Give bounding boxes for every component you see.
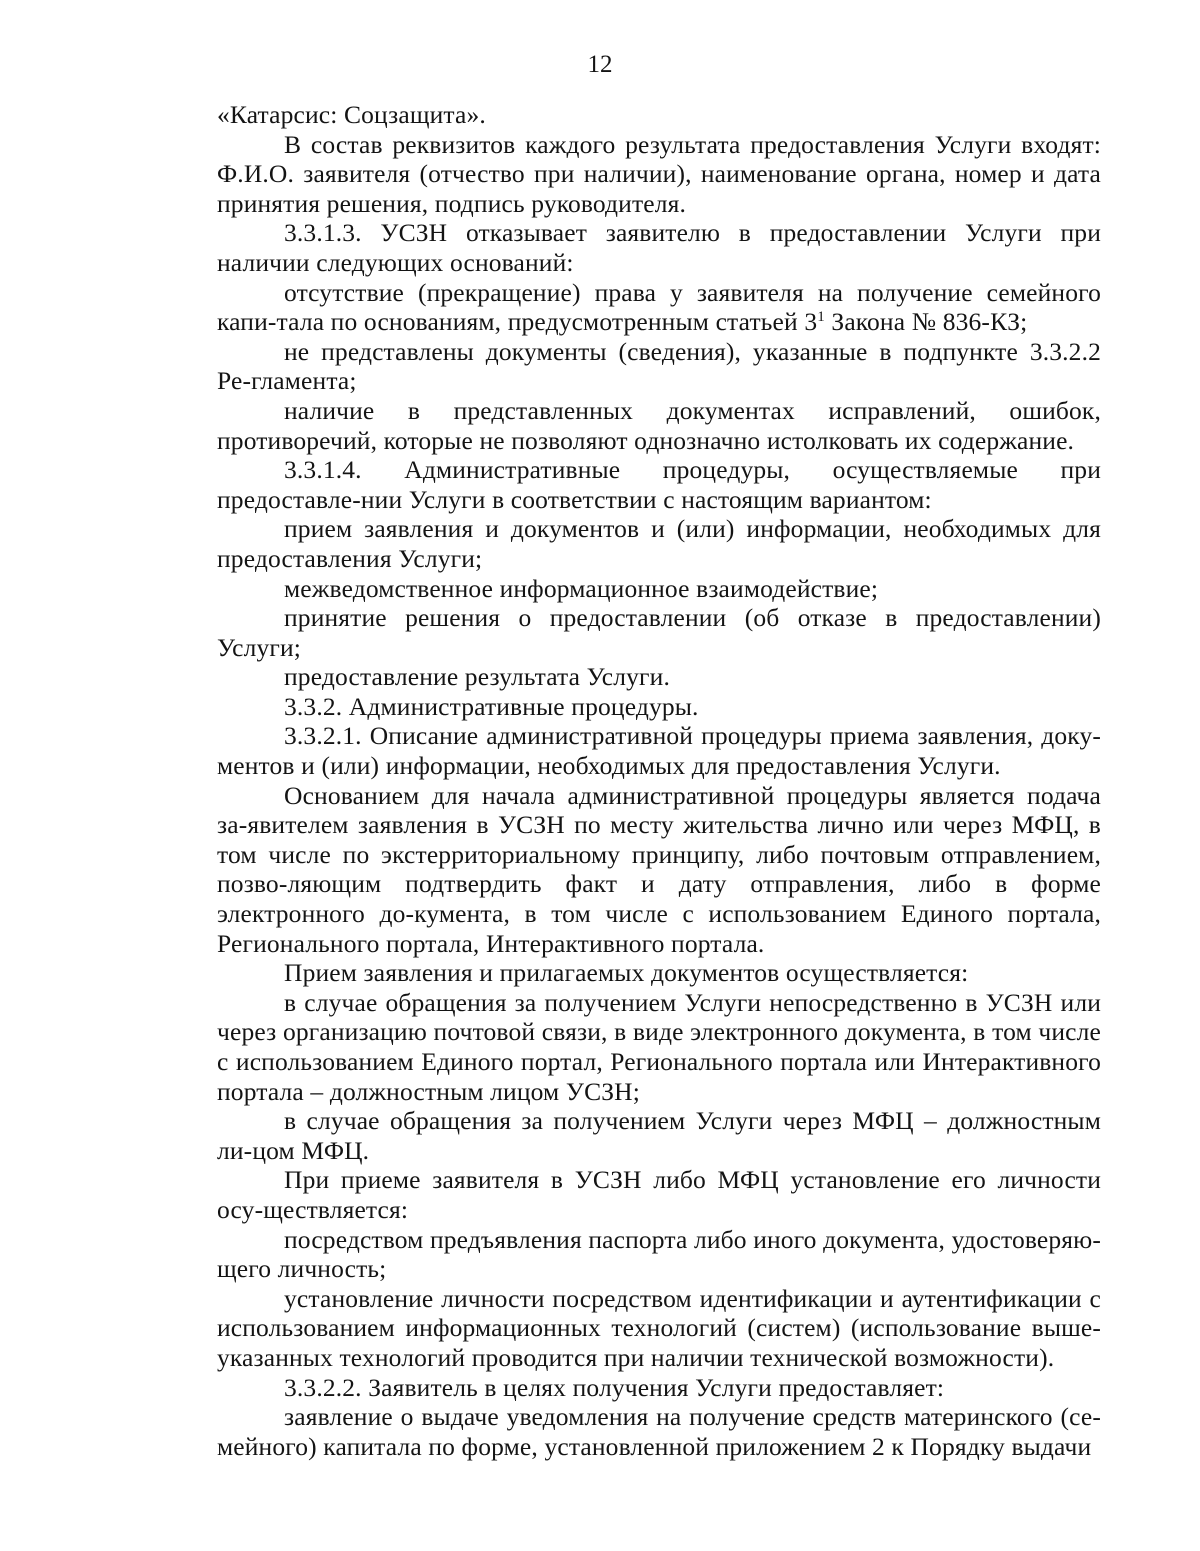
paragraph: 3.3.2.1. Описание административной процедуры приема заявления, доку-ментов и (или) информации, необходимых для предоставления Услуги. <box>217 721 1101 781</box>
paragraph: установление личности посредством идентификации и аутентификации с использованием информационных технологий (систем) (использование выше-указанных технологий проводится при наличии технической возможности). <box>217 1283 1101 1372</box>
paragraph: «Катарсис: Соцзащита». <box>217 100 486 129</box>
paragraph: 3.3.2.2. Заявитель в целях получения Услуги предоставляет: <box>284 1372 945 1402</box>
paragraph: При приеме заявителя в УСЗН либо МФЦ установление его личности осу-ществляется: <box>217 1165 1101 1224</box>
paragraph: Прием заявления и прилагаемых документов осуществляется: <box>284 958 969 988</box>
paragraph-text-tail: Закона № 836-КЗ; <box>824 307 1028 337</box>
paragraph: заявление о выдаче уведомления на получение средств материнского (се-мейного) капитала по форме, установленной приложением 2 к Порядку выдачи <box>217 1402 1101 1461</box>
paragraph: В состав реквизитов каждого результата предоставления Услуги входят: Ф.И.О. заявителя (отчество при наличии), наименование органа, номер и дата принятия решения, подпись руководителя. <box>217 129 1101 218</box>
paragraph: не представлены документы (сведения), указанные в подпункте 3.3.2.2 Ре-гламента; <box>217 336 1101 396</box>
paragraph-with-superscript <box>217 278 1101 337</box>
paragraph: 3.3.1.3. УСЗН отказывает заявителю в предоставлении Услуги при наличии следующих оснований: <box>217 218 1101 277</box>
paragraph: в случае обращения за получением Услуги непосредственно в УСЗН или через организацию почтовой связи, в виде электронного документа, в том числе с использованием Единого портал, Регионального портала или Интерактивного портала – должностным лицом УСЗН; <box>217 987 1101 1106</box>
paragraph: прием заявления и документов и (или) информации, необходимых для предоставления Услуги; <box>217 514 1101 573</box>
paragraph-text: отсутствие (прекращение) права у заявителя на получение семейного капи-тала по основаниям, предусмотренным статьей 3 <box>217 277 1101 337</box>
paragraph: межведомственное информационное взаимодействие; <box>284 573 879 603</box>
paragraph: Основанием для начала административной процедуры является подача за-явителем заявления в УСЗН по месту жительства лично или через МФЦ, в том числе по экстерриториальному принципу, либо почтовым отправлением, позво-ляющим подтвердить факт и дату отправления, либо в форме электронного до-кумента, в том числе с использованием Единого портала, Регионального портала, Интерактивного портала. <box>217 780 1101 958</box>
page-number: 12 <box>587 51 613 78</box>
paragraph: 3.3.2. Административные процедуры. <box>284 691 699 721</box>
paragraph: принятие решения о предоставлении (об отказе в предоставлении) Услуги; <box>217 603 1101 662</box>
superscript: 1 <box>817 309 825 326</box>
paragraph: наличие в представленных документах исправлений, ошибок, противоречий, которые не позволяют однозначно истолковать их содержание. <box>217 395 1101 455</box>
paragraph: 3.3.1.4. Административные процедуры, осуществляемые при предоставле-нии Услуги в соответствии с настоящим вариантом: <box>217 455 1101 514</box>
paragraph: предоставление результата Услуги. <box>284 662 670 692</box>
paragraph: в случае обращения за получением Услуги через МФЦ – должностным ли-цом МФЦ. <box>217 1106 1101 1165</box>
paragraph: посредством предъявления паспорта либо иного документа, удостоверяю-щего личность; <box>217 1224 1101 1284</box>
document-body <box>217 100 1101 1461</box>
